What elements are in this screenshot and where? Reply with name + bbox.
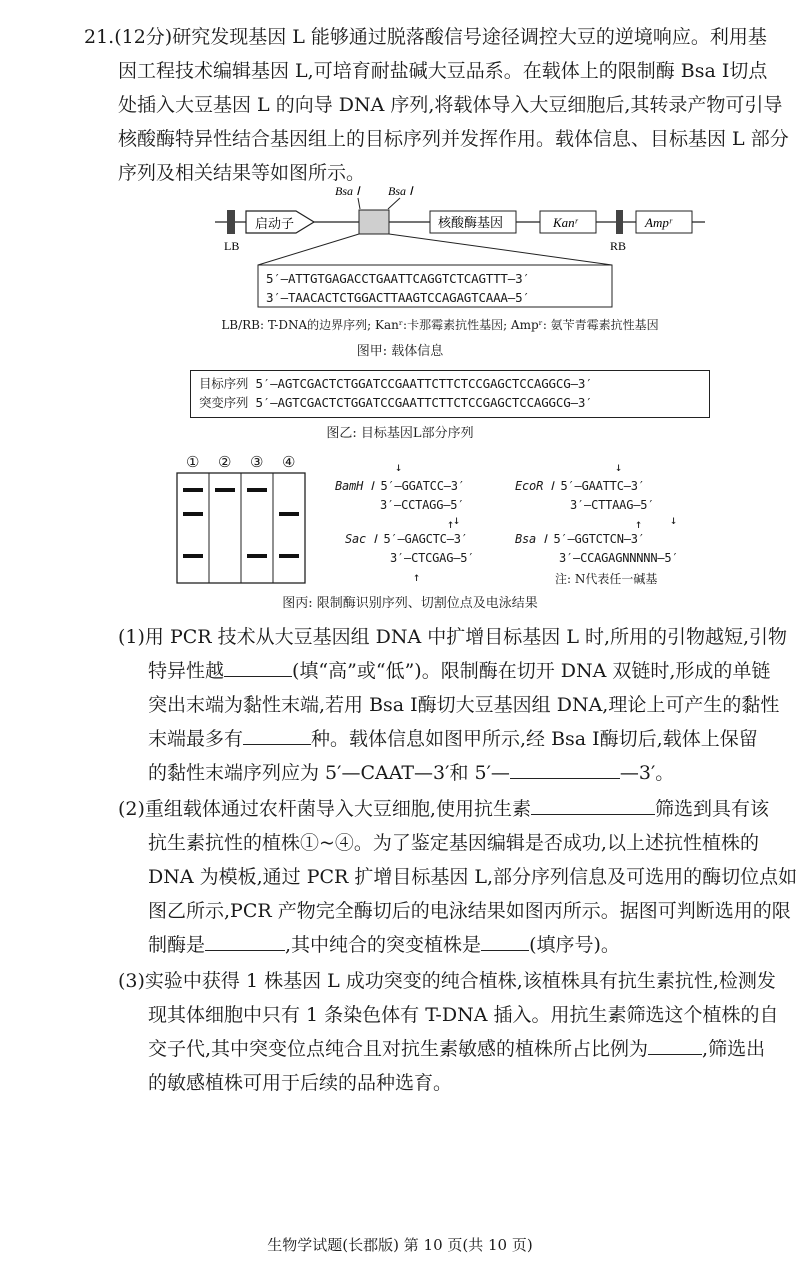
gel-band <box>183 488 203 492</box>
gel-band <box>183 512 203 516</box>
figure-a-caption: 图甲: 载体信息 <box>356 344 444 359</box>
sub-question-1 <box>118 620 788 790</box>
gel-band <box>247 488 267 492</box>
bsa-pointer-left <box>358 198 360 209</box>
question-number: 21. <box>84 26 115 48</box>
gel-band <box>183 554 203 558</box>
q1-line-4: 末端最多有 种。载体信息如图甲所示,经 Bsa Ⅰ酶切后,载体上保留 <box>148 728 758 750</box>
answer-blank-q2-c[interactable] <box>481 932 529 951</box>
q1-line-5: 的黏性末端序列应为 5′—CAAT—3′和 5′— —3′。 <box>148 762 675 784</box>
q3-line-4: 的敏感植株可用于后续的品种选育。 <box>148 1072 453 1094</box>
ecori-bottom: 3′—CTTAAG—5′ <box>570 498 655 512</box>
q3-line-1: (3)实验中获得 1 株基因 L 成功突变的纯合植株,该植株具有抗生素抗性,检测发 <box>118 970 776 992</box>
zoom-line-left <box>258 234 359 265</box>
sub-question-3 <box>118 964 788 1100</box>
saci-label: Sac Ⅰ <box>345 532 377 546</box>
bamhi-label: BamH Ⅰ <box>335 479 374 493</box>
q2-line-3: DNA 为模板,通过 PCR 扩增目标基因 L,部分序列信息及可选用的酶切位点如 <box>148 866 798 888</box>
q1-line-3: 突出末端为黏性末端,若用 Bsa Ⅰ酶切大豆基因组 DNA,理论上可产生的黏性 <box>148 694 780 716</box>
intro-line-4: 核酸酶特异性结合基因组上的目标序列并发挥作用。载体信息、目标基因 L 部分 <box>118 128 789 150</box>
lane-3-label: ③ <box>250 453 264 471</box>
enzyme-ecori: ↓ EcoR Ⅰ 5′—GAATTC—3′ 3′—CTTAAG—5′ ↑ <box>515 460 655 531</box>
mutant-label: 突变序列 <box>199 395 249 410</box>
lane-1-label: ① <box>186 453 200 471</box>
bsa-site-box <box>359 210 389 234</box>
saci-top: 5′—GAGCTC—3′ <box>383 532 468 546</box>
rb-marker <box>616 210 623 234</box>
kan-label: Kanʳ <box>553 215 578 230</box>
gel-band <box>279 554 299 558</box>
q2-line-2: 抗生素抗性的植株①~④。为了鉴定基因编辑是否成功,以上述抗性植株的 <box>148 832 759 854</box>
amp-label: Ampʳ <box>645 215 672 230</box>
intro-line-1: 21.(12分)研究发现基因 L 能够通过脱落酸信号途径调控大豆的逆境响应。利用基 <box>84 26 767 48</box>
gel-band <box>247 554 267 558</box>
zoom-line-right <box>389 234 612 265</box>
mutant-seq: 5′—AGTCGACTCTGGATCCGAATTCTTCTCCGAGCTCCAGGCG—3′ <box>255 395 593 410</box>
answer-blank-q1-b[interactable] <box>243 726 311 745</box>
target-label: 目标序列 <box>199 376 249 391</box>
q1-line-2: 特异性越 (填“高”或“低”)。限制酶在切开 DNA 双链时,形成的单链 <box>148 660 771 682</box>
question-score: (12分) <box>114 26 173 48</box>
q2-line-5: 制酶是 ,其中纯合的突变植株是 (填序号)。 <box>148 934 620 956</box>
q3-line-2: 现其体细胞中只有 1 条染色体有 T-DNA 插入。用抗生素筛选这个植株的自 <box>148 1004 779 1026</box>
insert-seq-bottom: 3′—TAACACTCTGGACTTAAGTCCAGAGTCAAA—5′ <box>266 290 530 305</box>
question-intro <box>84 20 789 190</box>
lb-label: LB <box>224 239 240 253</box>
lane-4-label: ④ <box>282 453 296 471</box>
enzyme-bamhi: ↓ BamH Ⅰ 5′—GGATCC—3′ 3′—CCTAGG—5′ ↑ <box>335 460 465 531</box>
ecori-top: 5′—GAATTC—3′ <box>560 479 645 493</box>
page-footer: 生物学试题(长郡版) 第 10 页(共 10 页) <box>267 1236 533 1254</box>
answer-blank-q3-a[interactable] <box>648 1036 702 1055</box>
answer-blank-q2-b[interactable] <box>205 932 285 951</box>
enzyme-saci: ↓ Sac Ⅰ 5′—GAGCTC—3′ 3′—CTCGAG—5′ ↑ <box>345 513 475 584</box>
intro-line-2: 因工程技术编辑基因 L,可培育耐盐碱大豆品系。在载体上的限制酶 Bsa Ⅰ切点 <box>118 60 768 82</box>
enzyme-bsai: ↓ Bsa Ⅰ 5′—GGTCTCN—3′ 3′—CCAGAGNNNNN—5′ <box>515 511 678 568</box>
target-sequence-row <box>199 374 593 393</box>
q2-line-4: 图乙所示,PCR 产物完全酶切后的电泳结果如图丙所示。据图可判断选用的限 <box>148 900 791 922</box>
gel-band <box>215 488 235 492</box>
q2-line-1: (2)重组载体通过农杆菌导入大豆细胞,使用抗生素 筛选到具有该 <box>118 798 769 820</box>
ecori-label: EcoR Ⅰ <box>515 479 554 493</box>
intro-line-5: 序列及相关结果等如图所示。 <box>118 162 366 184</box>
answer-blank-q1-c[interactable] <box>510 760 620 779</box>
nuclease-gene-label: 核酸酶基因 <box>438 215 504 230</box>
figure-a-legend: LB/RB: T-DNA的边界序列; Kanʳ:卡那霉素抗性基因; Ampʳ: 氨苄青霉素抗性基因 <box>221 318 659 332</box>
bsa-label-right: Bsa Ⅰ <box>388 184 413 198</box>
bsai-label: Bsa Ⅰ <box>515 532 547 546</box>
figure-c-caption: 图丙: 限制酶识别序列、切割位点及电泳结果 <box>282 596 538 611</box>
bamhi-top: 5′—GGATCC—3′ <box>380 479 465 493</box>
bsa-label-left: Bsa Ⅰ <box>335 184 360 198</box>
saci-bottom: 3′—CTCGAG—5′ <box>390 551 475 565</box>
promoter-label: 启动子 <box>255 216 295 231</box>
bamhi-bottom: 3′—CCTAGG—5′ <box>380 498 465 512</box>
rb-label: RB <box>610 239 627 253</box>
lane-2-label: ② <box>218 453 232 471</box>
intro-line-3: 处插入大豆基因 L 的向导 DNA 序列,将载体导入大豆细胞后,其转录产物可引导 <box>118 94 783 116</box>
figure-b-sequences <box>199 374 593 412</box>
mutant-sequence-row <box>199 393 593 412</box>
gel-band <box>279 512 299 516</box>
bsai-bottom: 3′—CCAGAGNNNNN—5′ <box>559 551 679 565</box>
insert-sequence <box>266 269 530 307</box>
answer-blank-q1-a[interactable] <box>224 658 292 677</box>
target-seq: 5′—AGTCGACTCTGGATCCGAATTCTTCTCCGAGCTCCAGGCG—3′ <box>255 376 593 391</box>
figure-b-caption: 图乙: 目标基因L部分序列 <box>326 426 474 441</box>
q3-line-3: 交子代,其中突变位点纯合且对抗生素敏感的植株所占比例为 ,筛选出 <box>148 1038 766 1060</box>
sub-question-2 <box>118 792 798 962</box>
insert-seq-top: 5′—ATTGTGAGACCTGAATTCAGGTCTCAGTTT—3′ <box>266 271 530 286</box>
gel-image <box>176 472 306 584</box>
bsai-top: 5′—GGTCTCN—3′ <box>553 532 645 546</box>
q1-line-1: (1)用 PCR 技术从大豆基因组 DNA 中扩增目标基因 L 时,所用的引物越短,引物 <box>118 626 788 648</box>
figure-c-note: 注: N代表任一碱基 <box>555 572 658 586</box>
bsa-pointer-right <box>388 198 400 209</box>
lb-marker <box>227 210 235 234</box>
answer-blank-q2-a[interactable] <box>531 796 655 815</box>
